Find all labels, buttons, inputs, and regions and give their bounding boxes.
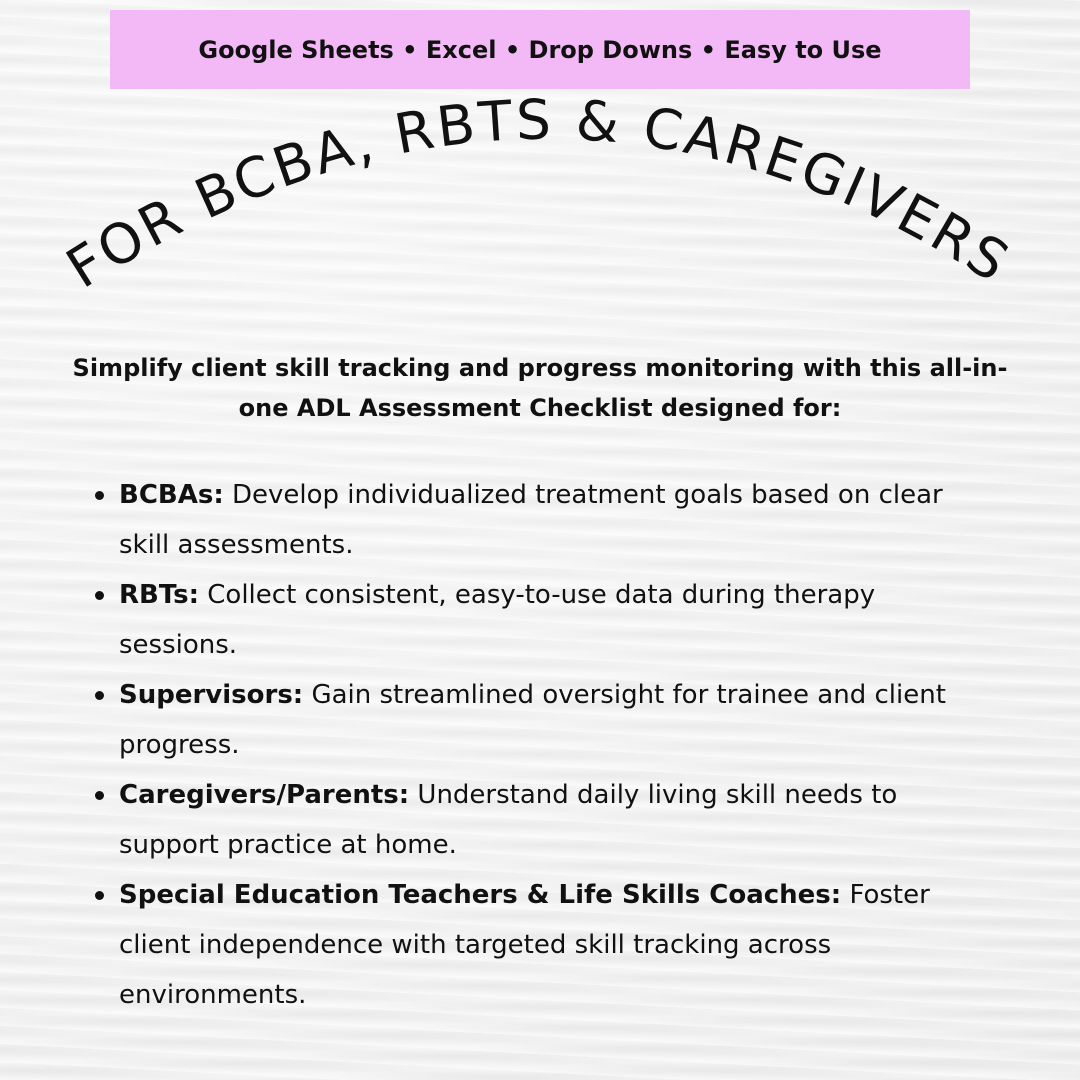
bullet-icon: [95, 591, 104, 600]
list-item-term: BCBAs:: [119, 480, 224, 510]
list-item-term: Special Education Teachers & Life Skills Coaches:: [119, 880, 842, 910]
audience-list: [92, 470, 972, 1020]
bullet-icon: [95, 891, 104, 900]
list-item-supervisors: [92, 670, 972, 770]
list-item-description: Collect consistent, easy-to-use data during therapy sessions.: [119, 580, 876, 660]
list-item-term: Caregivers/Parents:: [119, 780, 410, 810]
list-item-description: Understand daily living skill needs to support practice at home.: [119, 780, 898, 860]
arched-headline: [0, 0, 1080, 330]
list-item-description: Gain streamlined oversight for trainee and client progress.: [119, 680, 946, 760]
list-item-description: Develop individualized treatment goals based on clear skill assessments.: [119, 480, 943, 560]
banner-text: Google Sheets • Excel • Drop Downs • Easy to Use: [198, 35, 882, 64]
list-item-teachers-coaches: [92, 870, 972, 1020]
list-item-bcbas: [92, 470, 972, 570]
bullet-icon: [95, 691, 104, 700]
bullet-icon: [95, 491, 104, 500]
headline-text: [55, 88, 1021, 301]
list-item-description: Foster client independence with targeted skill tracking across environments.: [119, 880, 930, 1010]
list-item-rbts: [92, 570, 972, 670]
list-item-caregivers: [92, 770, 972, 870]
headline-textpath: FOR BCBA, RBTS & CAREGIVERS: [55, 87, 1022, 301]
list-item-term: RBTs:: [119, 580, 199, 610]
bullet-icon: [95, 791, 104, 800]
intro-paragraph: Simplify client skill tracking and progress monitoring with this all-in-one ADL Assessment Checklist designed for:: [72, 354, 1008, 422]
list-item-term: Supervisors:: [119, 680, 304, 710]
